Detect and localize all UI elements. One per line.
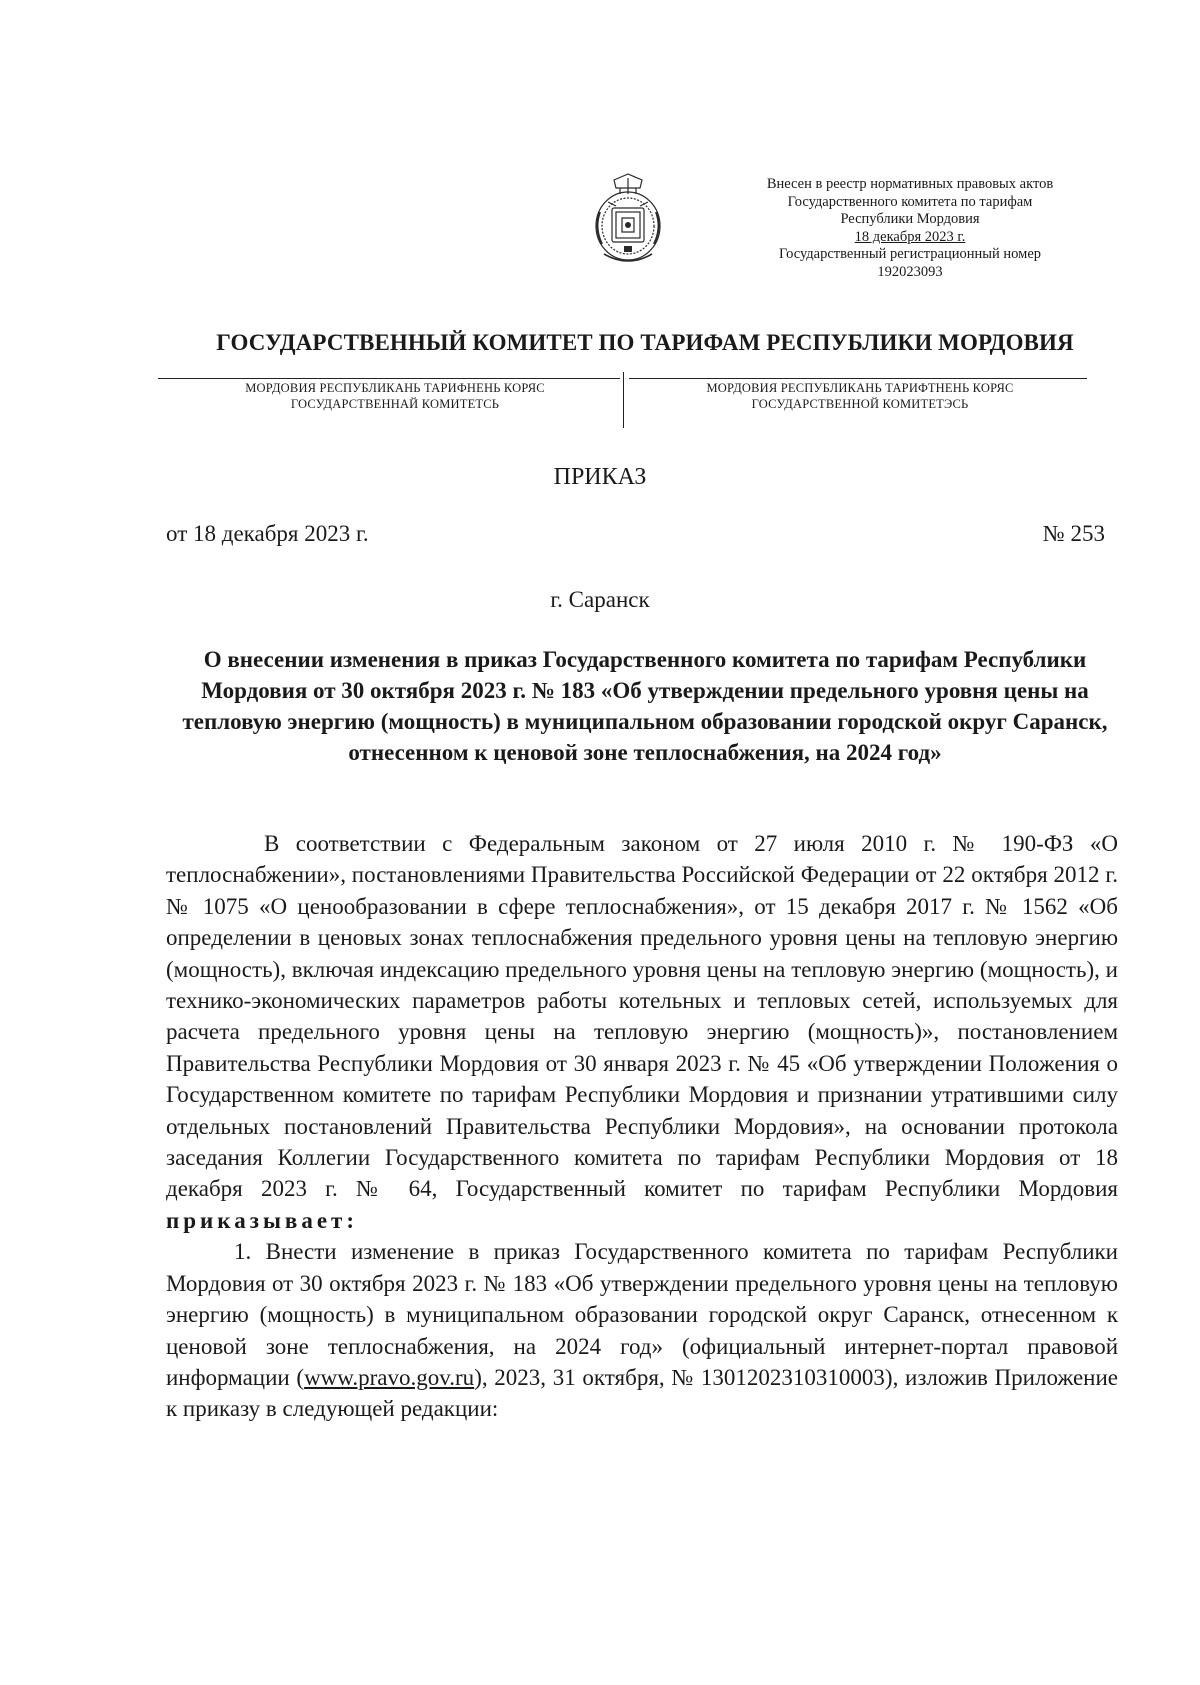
registry-line: Государственный регистрационный номер <box>778 246 1042 262</box>
registry-stamp <box>720 176 1100 281</box>
moksha-line: ГОСУДАРСТВЕННАЙ КОМИТЕТСЬ <box>290 397 500 411</box>
order-body <box>166 828 1118 1425</box>
pravo-portal-link[interactable]: www.pravo.gov.ru <box>304 1364 475 1390</box>
header-divider-left <box>158 378 620 379</box>
body-paragraph-item-1 <box>166 1236 1118 1424</box>
moksha-line: МОРДОВИЯ РЕСПУБЛИКАНЬ ТАРИФНЕНЬ КОРЯС <box>245 381 545 395</box>
orders-keyword: приказывает: <box>166 1207 358 1233</box>
erzya-line: МОРДОВИЯ РЕСПУБЛИКАНЬ ТАРИФТНЕНЬ КОРЯС <box>706 381 1014 395</box>
document-type: ПРИКАЗ <box>553 464 647 490</box>
item-1-text: 1. Внести изменение в приказ Государственного комитета по тарифам Республики Мордовия от 30 октября 2023 г. № 183 «Об утверждении предельного уровня цены на тепловую энергию (мощность) в муниципальном образовании городской округ Саранск, отнесенном к ценовой зоне теплоснабжения, на 2024 год» (официальный интернет-портал правовой информации ( <box>166 1239 1118 1390</box>
preamble-text: В соответствии с Федеральным законом от 27 июля 2010 г. № 190-ФЗ «О теплоснабжении», постановлениями Правительства Российской Федерации от 22 октября 2012 г. № 1075 «О ценообразовании в сфере теплоснабжения», от 15 декабря 2017 г. № 1562 «Об определении в ценовых зонах теплоснабжения предельного уровня цены на тепловую энергию (мощность), включая индексацию предельного уровня цены на тепловую энергию (мощность), и технико-экономических параметров работы котельных и тепловых сетей, используемых для расчета предельного уровня цены на тепловую энергию (мощность)», постановлением Правительства Республики Мордовия от 30 января 2023 г. № 45 «Об утверждении Положения о Государственном комитете по тарифам Республики Мордовия и признании утратившими силу отдельных постановлений Правительства Республики Мордовия», на основании протокола заседания Коллегии Государственного комитета по тарифам Республики Мордовия от 18 декабря 2023 г. № 64, Государственный комитет по тарифам Республики Мордовия <box>166 831 1118 1202</box>
order-date: от 18 декабря 2023 г. <box>166 521 369 546</box>
erzya-line: ГОСУДАРСТВЕННОЙ КОМИТЕТЭСЬ <box>751 397 969 411</box>
registry-line: Республики Мордовия <box>840 211 980 227</box>
order-number: № 253 <box>1042 521 1105 546</box>
item-1-text-end: ), 2023, 31 октября, № 1301202310310003), изложив Приложение к приказу в следующей редакции: <box>166 1364 1118 1422</box>
order-title: О внесении изменения в приказ Государственного комитета по тарифам Республики Мордовия от 30 октября 2023 г. № 183 «Об утверждении предельного уровня цены на тепловую энергию (мощность) в муниципальном образовании городской округ Саранск, отнесенном к ценовой зоне теплоснабжения, на 2024 год» <box>182 647 1108 765</box>
organization-name-erzya <box>630 380 1090 412</box>
coat-of-arms-emblem <box>586 172 670 268</box>
registry-line: Государственного комитета по тарифам <box>787 193 1033 210</box>
header-divider-right <box>629 378 1087 379</box>
organization-name-moksha <box>175 380 615 412</box>
organization-title: ГОСУДАРСТВЕННЫЙ КОМИТЕТ ПО ТАРИФАМ РЕСПУБЛИКИ МОРДОВИЯ <box>216 330 1074 355</box>
registry-line: Внесен в реестр нормативных правовых актов <box>766 176 1054 192</box>
body-paragraph-preamble <box>166 828 1118 1236</box>
order-city: г. Саранск <box>550 587 650 612</box>
registry-date: 18 декабря 2023 г. <box>854 228 966 245</box>
header-divider-vertical <box>623 372 624 428</box>
registry-number: 192023093 <box>877 263 943 280</box>
